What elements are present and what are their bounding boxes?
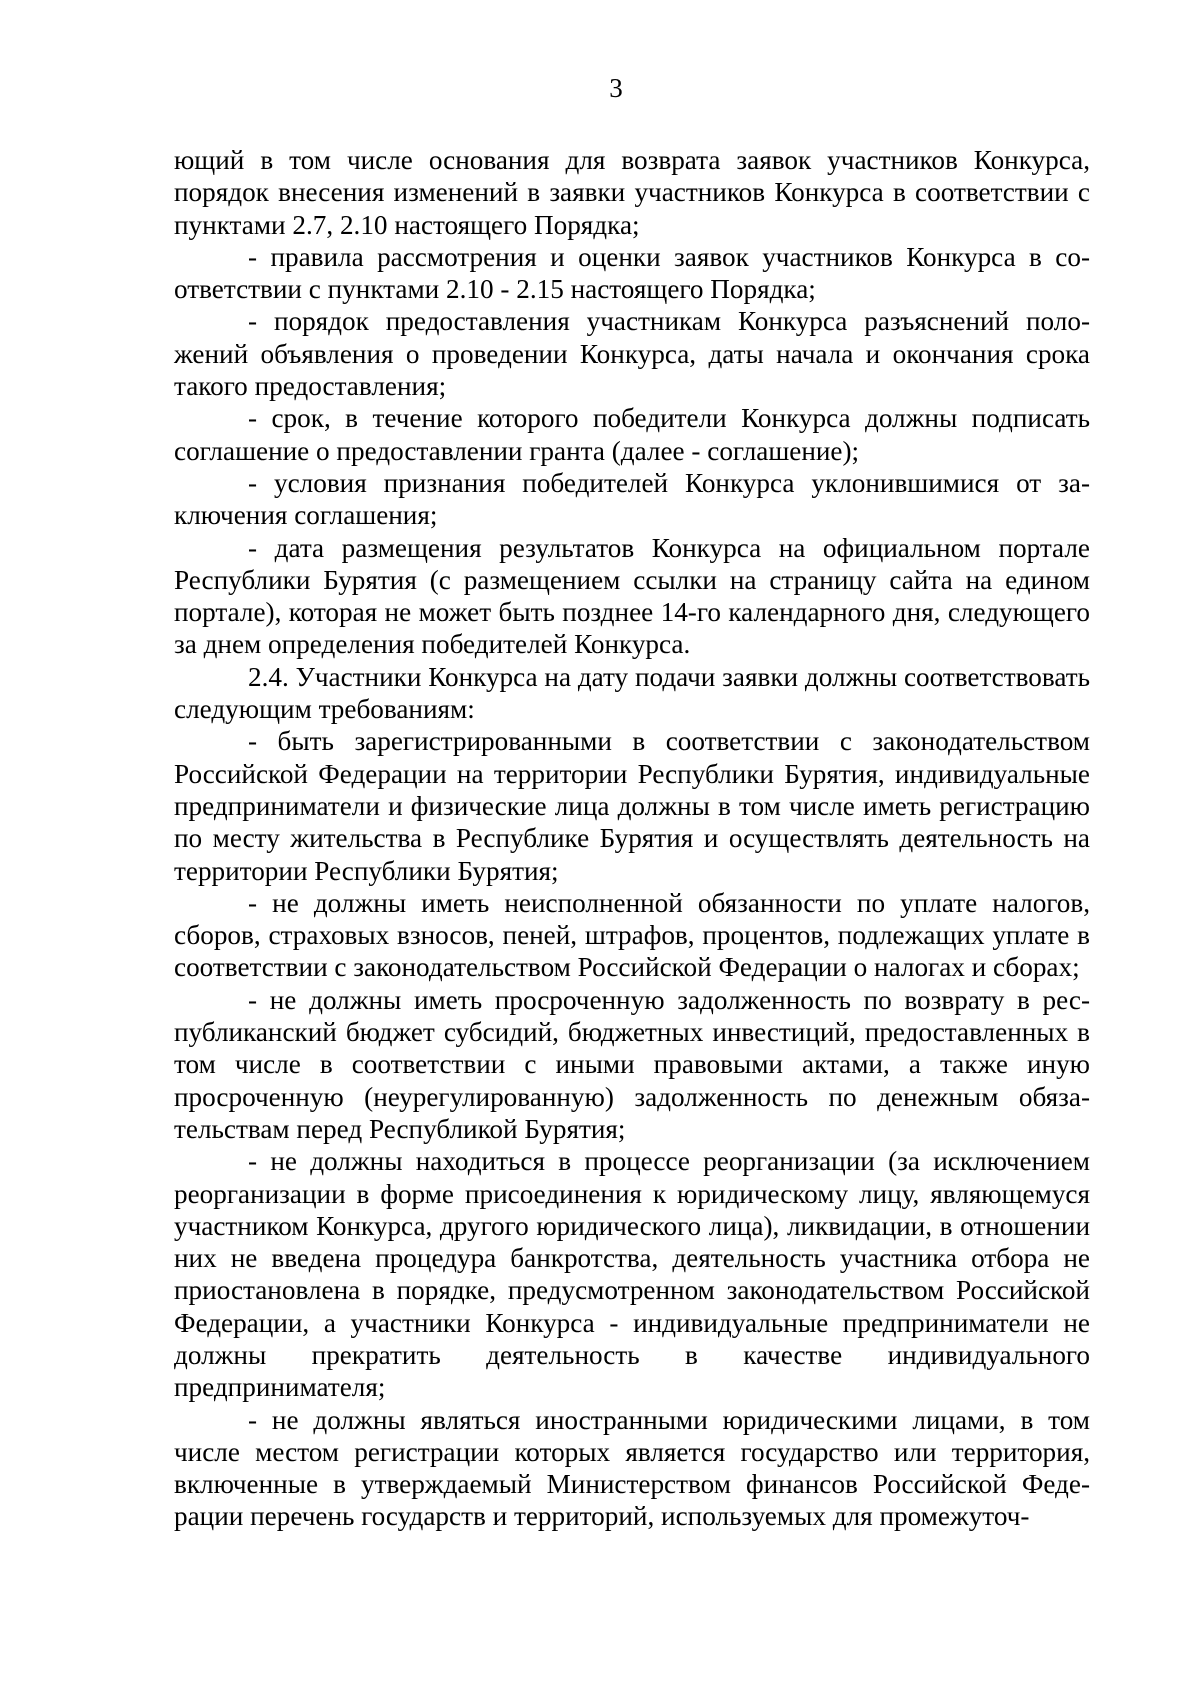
paragraph-overdue-debt: - не должны иметь просроченную задолженность по возврату в республиканский бюджет субсидий, бюджетных инвестиций, предоставленных в том числе в соответствии с иными правовыми актами, а также иную просроченную (неурегулированную) задолженность по денежным обязательствам перед Республикой Бурятия; [174,984,1090,1144]
paragraph-section-2-4: 2.4. Участники Конкурса на дату подачи заявки должны соответствовать следующим требованиям: [174,661,1090,725]
page-number: 3 [609,73,623,103]
paragraph-review-rules: - правила рассмотрения и оценки заявок участников Конкурса в соответствии с пунктами 2.10 - 2.15 настоящего Порядка; [174,241,1090,305]
paragraph-signing-term: - срок, в течение которого победители Конкурса должны подписать соглашение о предоставлении гранта (далее - соглашение); [174,403,1090,466]
paragraph-continuation: ющий в том числе основания для возврата заявок участников Конкурса, порядок внесения изменений в заявки участников Конкурса в соответствии с пунктами 2.7, 2.10 настоящего Порядка; [174,145,1090,240]
paragraph-foreign-entities: - не должны являться иностранными юридическими лицами, в том числе местом регистрации которых является государство или территория, включенные в утверждаемый Министерством финансов Российской Федерации перечень государств и территорий, используемых для промежуточ- [174,1404,1090,1532]
paragraph-evasion-conditions: - условия признания победителей Конкурса уклонившимися от заключения соглашения; [174,467,1090,531]
paragraph-tax-obligations: - не должны иметь неисполненной обязанности по уплате налогов, сборов, страховых взносов, пеней, штрафов, процентов, подлежащих уплате в соответствии с законодательством Российской Федерации о налогах и сборах; [174,887,1090,983]
document-body [174,144,1090,1533]
paragraph-reorganization: - не должны находиться в процессе реорганизации (за исключением реорганизации в форме присоединения к юридическому лицу, являющемуся участником Конкурса, другого юридического лица), ликвидации, в отношении них не введена процедура банкротства, деятельность участника отбора не приостановлена в порядке, предусмотренном законодательством Российской Федерации, а участники Конкурса - индивидуальные предприниматели не должны прекратить деятельность в качестве индивидуального предпринимателя; [174,1146,1090,1403]
paragraph-clarifications: - порядок предоставления участникам Конкурса разъяснений положений объявления о проведении Конкурса, даты начала и окончания срока такого предоставления; [174,306,1090,402]
paragraph-results-date: - дата размещения результатов Конкурса на официальном портале Республики Бурятия (с размещением ссылки на страницу сайта на едином портале), которая не может быть позднее 14-го календарного дня, следующего за днем определения победителей Конкурса. [174,532,1090,660]
paragraph-registration: - быть зарегистрированными в соответствии с законодательством Российской Федерации на территории Республики Бурятия, индивидуальные предприниматели и физические лица должны в том числе иметь регистрацию по месту жительства в Республике Бурятия и осуществлять деятельность на территории Республики Бурятия; [174,726,1090,886]
